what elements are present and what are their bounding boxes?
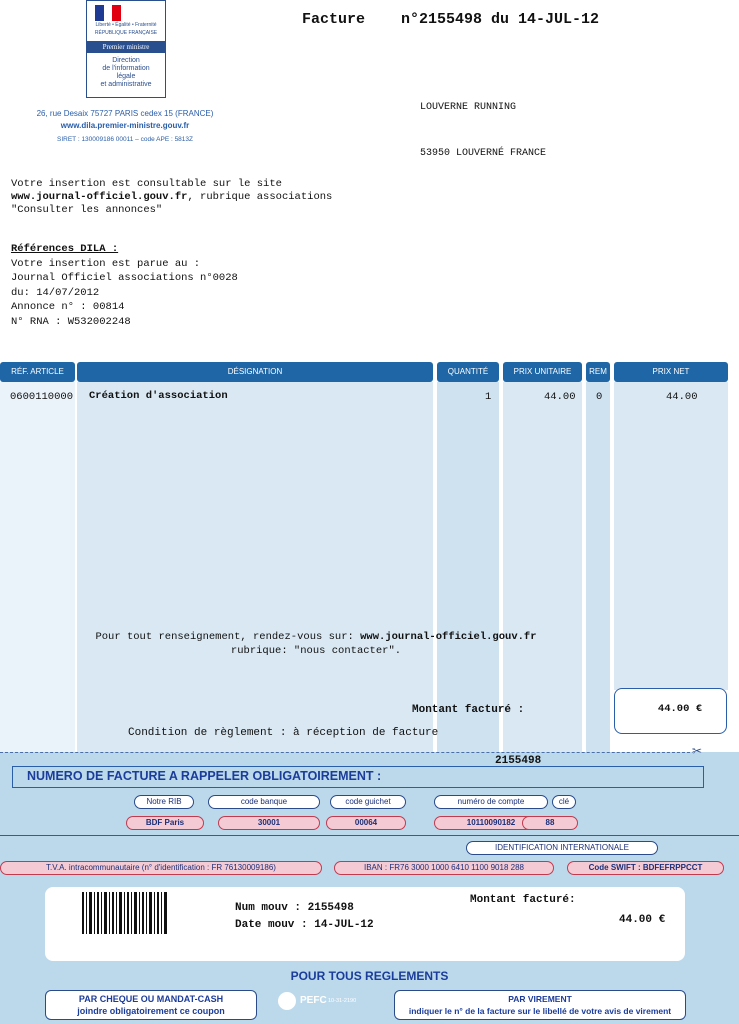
french-flag-icon (95, 5, 121, 21)
logo-premier-ministre: Premier ministre (87, 41, 165, 53)
payment-condition: Condition de règlement : à réception de facture (128, 727, 439, 739)
divider (0, 835, 739, 836)
row-designation: Création d'association (89, 390, 228, 402)
issuer-address: 26, rue Desaix 75727 PARIS cedex 15 (FRANCE) (36, 109, 214, 118)
info-block: Pour tout renseignement, rendez-vous sur: www.journal-officiel.gouv.fr rubrique: "nous contacter". (95, 631, 537, 657)
table-header (0, 362, 728, 382)
th-rem: REM (586, 362, 610, 382)
net-price-column (614, 382, 728, 690)
total-amount: 44.00 € (657, 703, 702, 715)
row-ref: 0600110000 (10, 391, 74, 403)
th-unit-price: PRIX UNITAIRE (503, 362, 582, 382)
quantity-column (437, 382, 499, 752)
pefc-tree-icon (278, 992, 296, 1010)
th-net: PRIX NET (614, 362, 728, 382)
rib-value-bank: BDF Paris (126, 816, 204, 830)
rib-label-code-banque: code banque (208, 795, 320, 809)
logo-motto: Liberté • Égalité • Fraternité (95, 22, 157, 28)
pour-tous-reglements: POUR TOUS REGLEMENTS (290, 969, 449, 983)
reference-line: Journal Officiel associations n°0028 (11, 272, 238, 284)
total-label: Montant facturé : (412, 704, 525, 716)
payment-details-box (45, 887, 685, 961)
rem-column (586, 382, 610, 752)
total-box (614, 688, 727, 734)
pefc-code: 10-31-2190 (328, 998, 357, 1004)
num-mouv: Num mouv : 2155498 (235, 902, 354, 914)
rib-value-cle: 88 (522, 816, 578, 830)
rib-label-numero-compte: numéro de compte (434, 795, 548, 809)
ref-column (0, 382, 75, 752)
info-url: www.journal-officiel.gouv.fr (360, 631, 537, 643)
row-quantity: 1 (485, 391, 492, 403)
rib-label-cle: clé (552, 795, 576, 809)
swift-code: Code SWIFT : BDFEFRPPCCT (567, 861, 724, 875)
unit-price-column (503, 382, 582, 752)
th-quantity: QUANTITÉ (437, 362, 499, 382)
rib-value-code-banque: 30001 (218, 816, 320, 830)
cut-line (0, 752, 690, 753)
date-mouv: Date mouv : 14-JUL-12 (235, 919, 374, 931)
recipient-name: LOUVERNE RUNNING (420, 102, 517, 113)
pefc-label: PEFC (300, 995, 327, 1006)
row-unit-price: 44.00 (544, 391, 576, 403)
references-block (11, 242, 238, 329)
reference-line: du: 14/07/2012 (11, 286, 100, 299)
th-ref: RÉF. ARTICLE (0, 362, 75, 382)
row-net: 44.00 (666, 391, 698, 403)
coupon-montant-label: Montant facturé: (470, 894, 576, 906)
th-designation: DÉSIGNATION (77, 362, 433, 382)
cheque-box: PAR CHEQUE OU MANDAT-CASH joindre obligatoirement ce coupon (45, 990, 257, 1020)
reference-line: Annonce n° : 00814 (11, 301, 125, 313)
barcode-icon (82, 892, 168, 934)
references-heading: Références DILA : (11, 243, 119, 255)
invoice-title: Facture n°2155498 du 14-JUL-12 (302, 11, 600, 28)
reference-line: N° RNA : W532002248 (11, 315, 131, 328)
reminder-frame (12, 766, 704, 788)
coupon-invoice-number: 2155498 (495, 755, 542, 767)
virement-box: PAR VIREMENT indiquer le n° de la facture sur le libellé de votre avis de virement (394, 990, 686, 1020)
intl-identification: IDENTIFICATION INTERNATIONALE (466, 841, 658, 855)
barcode (82, 892, 168, 934)
iban: IBAN : FR76 3000 1000 6410 1100 9018 288 (334, 861, 554, 875)
reference-line: Votre insertion est parue au : (11, 257, 201, 270)
reminder-title: NUMERO DE FACTURE A RAPPELER OBLIGATOIREMENT : (27, 769, 382, 783)
issuer-siret: SIRET : 130009186 00011 – code APE : 5813Z (57, 136, 193, 143)
rib-value-code-guichet: 00064 (326, 816, 406, 830)
payment-coupon (0, 744, 739, 1024)
row-rem: 0 (596, 391, 603, 403)
recipient-city: 53950 LOUVERNÉ FRANCE (420, 148, 547, 159)
dila-logo (86, 0, 166, 98)
logo-republic: RÉPUBLIQUE FRANÇAISE (94, 30, 158, 36)
insertion-line2: www.journal-officiel.gouv.fr, rubrique associations (11, 191, 333, 203)
coupon-montant-value: 44.00 € (619, 914, 666, 926)
rib-value-numero-compte: 10110090182 (434, 816, 548, 830)
issuer-web: www.dila.premier-ministre.gouv.fr (60, 121, 190, 130)
scissors-icon: ✂ (692, 744, 703, 758)
rib-label-notre-rib: Notre RIB (134, 795, 194, 809)
insertion-line3: "Consulter les annonces" (11, 204, 163, 216)
insertion-line1: Votre insertion est consultable sur le site (11, 178, 282, 190)
tva-number: T.V.A. intracommunautaire (n° d'identification : FR 76130009186) (0, 861, 322, 875)
insertion-site: www.journal-officiel.gouv.fr (11, 191, 188, 203)
designation-column (77, 382, 433, 752)
logo-direction: Direction de l'information légale et administrative (100, 57, 152, 88)
insertion-block (11, 178, 332, 217)
rib-label-code-guichet: code guichet (330, 795, 406, 809)
